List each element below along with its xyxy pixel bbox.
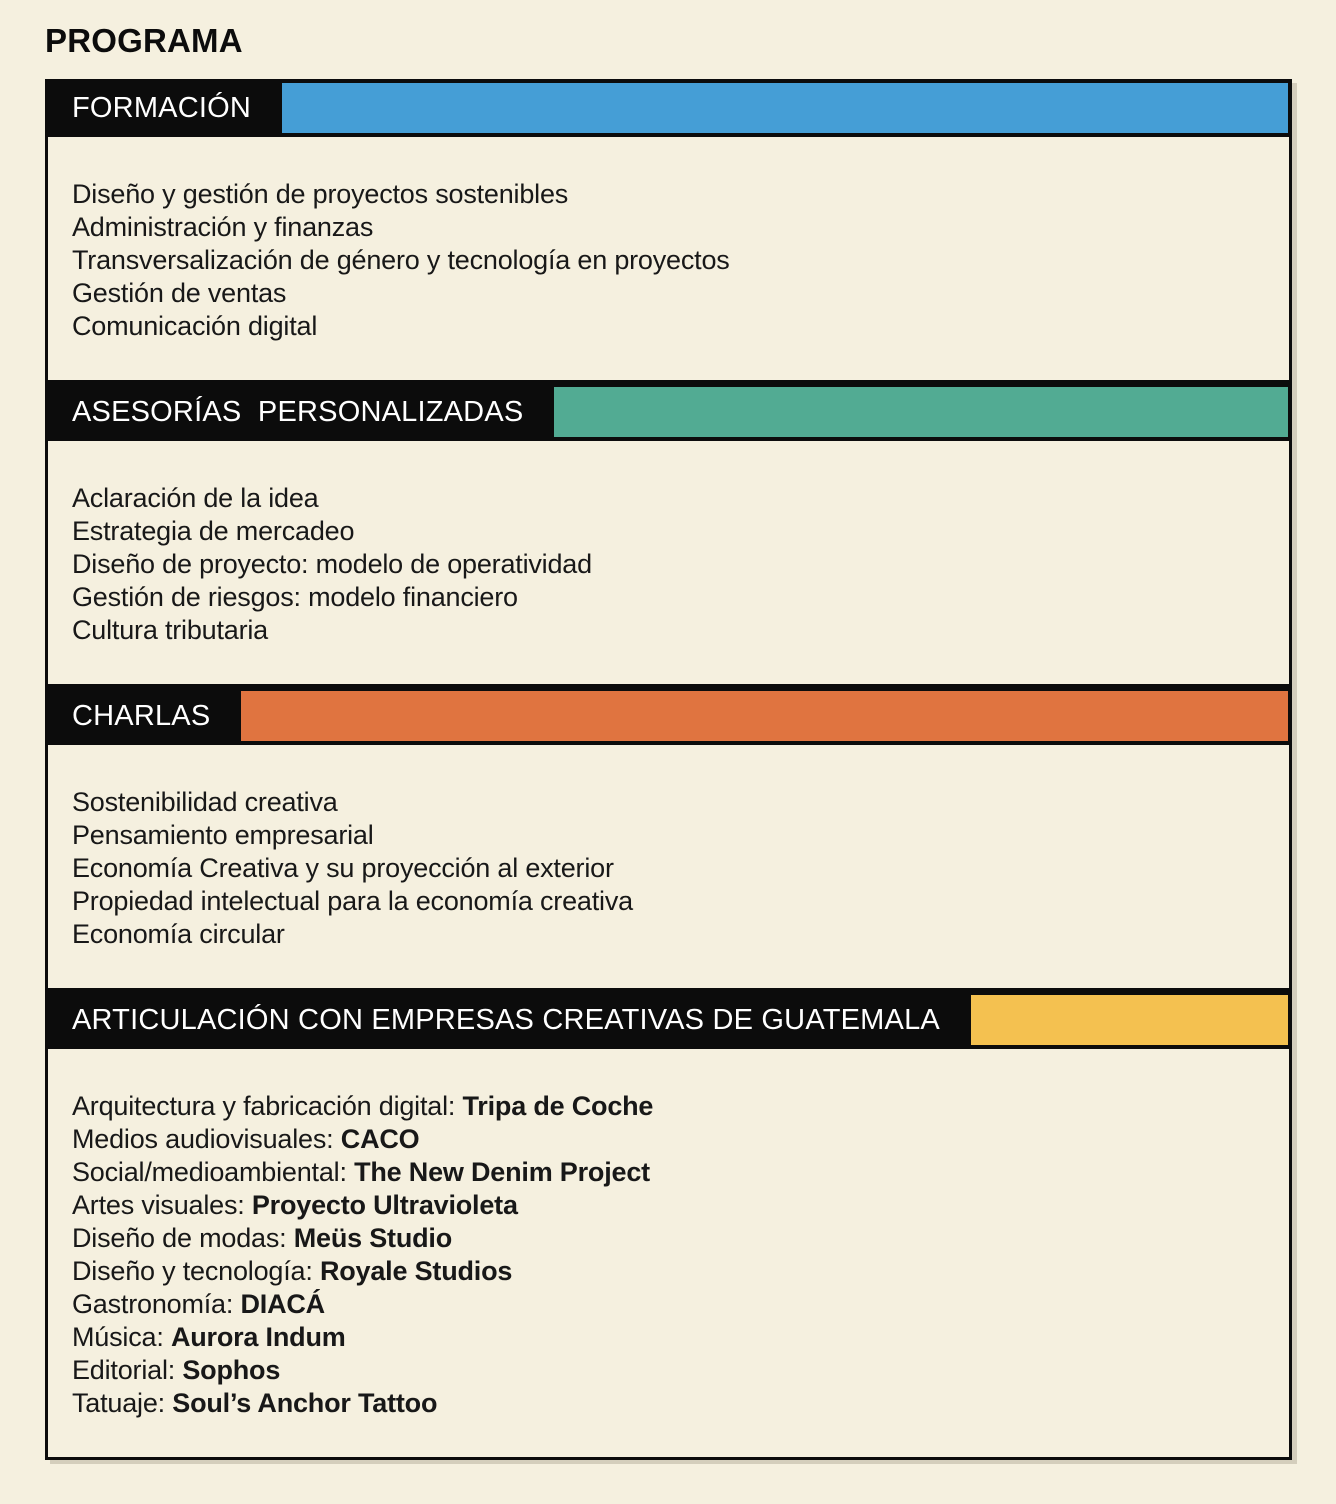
section-content bbox=[45, 441, 1292, 687]
section-list bbox=[72, 786, 1265, 951]
program-section bbox=[45, 687, 1292, 991]
program-section bbox=[45, 383, 1292, 687]
list-item bbox=[72, 1090, 1265, 1123]
list-item bbox=[72, 178, 1265, 211]
item-text: Diseño y gestión de proyectos sostenibles bbox=[72, 179, 569, 209]
item-text: Comunicación digital bbox=[72, 311, 318, 341]
section-content bbox=[45, 1049, 1292, 1460]
item-company-name: Aurora Indum bbox=[170, 1322, 346, 1352]
item-text: Social/medioambiental: bbox=[72, 1157, 355, 1187]
item-text: Diseño de modas: bbox=[72, 1223, 294, 1253]
section-list bbox=[72, 1090, 1265, 1420]
section-header bbox=[45, 687, 1292, 745]
item-text: Diseño de proyecto: modelo de operatividad bbox=[72, 549, 592, 579]
item-text: Estrategia de mercadeo bbox=[72, 516, 355, 546]
item-text: Tatuaje: bbox=[72, 1388, 173, 1418]
item-company-name: Sophos bbox=[182, 1355, 281, 1385]
item-text: Arquitectura y fabricación digital: bbox=[72, 1091, 463, 1121]
item-company-name: Tripa de Coche bbox=[462, 1091, 654, 1121]
list-item bbox=[72, 885, 1265, 918]
list-item bbox=[72, 614, 1265, 647]
item-text: Transversalización de género y tecnología en proyectos bbox=[72, 245, 730, 275]
item-text: Música: bbox=[72, 1322, 171, 1352]
section-content bbox=[45, 745, 1292, 991]
section-label: ASESORÍAS PERSONALIZADAS bbox=[45, 383, 554, 441]
list-item bbox=[72, 1288, 1265, 1321]
item-text: Propiedad intelectual para la economía creativa bbox=[72, 886, 633, 916]
section-list bbox=[72, 482, 1265, 647]
section-header bbox=[45, 991, 1292, 1049]
item-text: Diseño y tecnología: bbox=[72, 1256, 320, 1286]
section-color-bar bbox=[282, 79, 1292, 137]
section-label: ARTICULACIÓN CON EMPRESAS CREATIVAS DE GUATEMALA bbox=[45, 991, 971, 1049]
sections-container bbox=[45, 79, 1292, 1460]
item-company-name: Meüs Studio bbox=[293, 1223, 453, 1253]
item-text: Administración y finanzas bbox=[72, 212, 374, 242]
list-item bbox=[72, 1255, 1265, 1288]
item-text: Gestión de riesgos: modelo financiero bbox=[72, 582, 518, 612]
item-company-name: The New Denim Project bbox=[354, 1157, 650, 1187]
list-item bbox=[72, 1321, 1265, 1354]
list-item bbox=[72, 548, 1265, 581]
list-item bbox=[72, 1354, 1265, 1387]
list-item bbox=[72, 244, 1265, 277]
section-label: CHARLAS bbox=[45, 687, 241, 745]
page-title: PROGRAMA bbox=[45, 22, 243, 59]
section-list bbox=[72, 178, 1265, 343]
section-color-bar bbox=[971, 991, 1292, 1049]
list-item bbox=[72, 515, 1265, 548]
section-color-bar bbox=[554, 383, 1292, 441]
list-item bbox=[72, 918, 1265, 951]
list-item bbox=[72, 1387, 1265, 1420]
list-item bbox=[72, 482, 1265, 515]
program-section bbox=[45, 991, 1292, 1460]
section-color-bar bbox=[241, 687, 1292, 745]
section-header bbox=[45, 383, 1292, 441]
list-item bbox=[72, 1156, 1265, 1189]
list-item bbox=[72, 786, 1265, 819]
list-item bbox=[72, 1222, 1265, 1255]
item-company-name: Soul’s Anchor Tattoo bbox=[172, 1388, 438, 1418]
list-item bbox=[72, 852, 1265, 885]
item-text: Artes visuales: bbox=[72, 1190, 252, 1220]
list-item bbox=[72, 581, 1265, 614]
item-text: Aclaración de la idea bbox=[72, 483, 319, 513]
item-text: Economía circular bbox=[72, 919, 285, 949]
item-text: Pensamiento empresarial bbox=[72, 820, 374, 850]
item-company-name: CACO bbox=[340, 1124, 420, 1154]
section-content bbox=[45, 137, 1292, 383]
item-text: Economía Creativa y su proyección al exterior bbox=[72, 853, 614, 883]
item-text: Sostenibilidad creativa bbox=[72, 787, 338, 817]
section-header bbox=[45, 79, 1292, 137]
item-company-name: Royale Studios bbox=[319, 1256, 513, 1286]
item-text: Gestión de ventas bbox=[72, 278, 287, 308]
item-text: Medios audiovisuales: bbox=[72, 1124, 341, 1154]
list-item bbox=[72, 310, 1265, 343]
program-section bbox=[45, 79, 1292, 383]
item-company-name: Proyecto Ultravioleta bbox=[251, 1190, 518, 1220]
item-text: Gastronomía: bbox=[72, 1289, 241, 1319]
list-item bbox=[72, 1189, 1265, 1222]
list-item bbox=[72, 1123, 1265, 1156]
item-text: Cultura tributaria bbox=[72, 615, 268, 645]
item-text: Editorial: bbox=[72, 1355, 183, 1385]
item-company-name: DIACÁ bbox=[240, 1289, 325, 1319]
list-item bbox=[72, 211, 1265, 244]
list-item bbox=[72, 277, 1265, 310]
list-item bbox=[72, 819, 1265, 852]
section-label: FORMACIÓN bbox=[45, 79, 282, 137]
